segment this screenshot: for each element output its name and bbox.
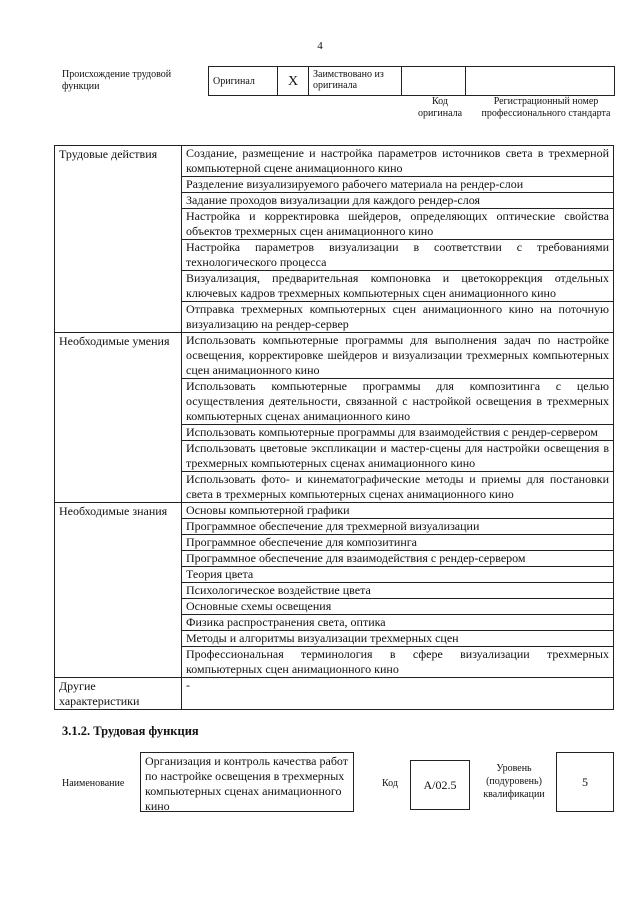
code-label: Код	[382, 778, 398, 789]
name-label: Наименование	[62, 778, 125, 789]
section-item: Профессиональная терминология в сфере визуализации трехмерных компьютерных сцен анимационного кино	[182, 647, 614, 678]
original-mark: X	[278, 67, 309, 96]
registration-number-cell	[466, 67, 615, 96]
registration-number-caption: Регистрационный номер профессионального стандарта	[481, 96, 611, 119]
section-item: Разделение визуализируемого рабочего материала на рендер-слои	[182, 177, 614, 193]
function-name-value: Организация и контроль качества работ по настройке освещения в трехмерных компьютерных сценах анимационного кино	[140, 752, 354, 812]
section-item: Основы компьютерной графики	[182, 503, 614, 519]
page-number: 4	[317, 40, 323, 52]
section-item: Отправка трехмерных компьютерных сцен анимационного кино на поточную визуализацию на рендер-сервер	[182, 302, 614, 333]
section-item: Теория цвета	[182, 567, 614, 583]
section-item: Физика распространения света, оптика	[182, 615, 614, 631]
section-item: Использовать компьютерные программы для взаимодействия с рендер-сервером	[182, 425, 614, 441]
labor-function-table	[54, 145, 614, 710]
original-code-cell	[402, 67, 466, 96]
section-item: Программное обеспечение для трехмерной визуализации	[182, 519, 614, 535]
section-item: Использовать фото- и кинематографические методы и приемы для постановки света в трехмерных компьютерных сценах анимационного кино	[182, 472, 614, 503]
qualification-level-value: 5	[556, 752, 614, 812]
table-row	[55, 678, 614, 710]
section-item: Основные схемы освещения	[182, 599, 614, 615]
section-item: Настройка и корректировка шейдеров, определяющих оптические свойства объектов трехмерных сцен анимационного кино	[182, 209, 614, 240]
table-row	[55, 333, 614, 379]
section-item: Настройка параметров визуализации в соответствии с требованиями технологического процесса	[182, 240, 614, 271]
qualification-level-label: Уровень (подуровень) квалификации	[483, 763, 545, 800]
section-item: Создание, размещение и настройка параметров источников света в трехмерной компьютерной сцене анимационного кино	[182, 146, 614, 177]
table-row	[55, 146, 614, 177]
original-cell: Оригинал	[209, 67, 278, 96]
section-item: Программное обеспечение для композитинга	[182, 535, 614, 551]
section-label: Другие характеристики	[55, 678, 182, 710]
section-label: Трудовые действия	[55, 146, 182, 333]
section-title: 3.1.2. Трудовая функция	[62, 724, 199, 738]
section-item: Использовать компьютерные программы для выполнения задач по настройке освещения, корректировке шейдеров и визуализации трехмерных компьютерных сцен анимационного кино	[182, 333, 614, 379]
section-item: -	[182, 678, 614, 710]
origin-label: Происхождение трудовой функции	[62, 69, 172, 92]
section-label: Необходимые умения	[55, 333, 182, 503]
section-item: Использовать компьютерные программы для композитинга с целью осуществления деятельности, связанной с настройкой освещения в трехмерных компьютерных сценах анимационного кино	[182, 379, 614, 425]
section-item: Программное обеспечение для взаимодействия с рендер-сервером	[182, 551, 614, 567]
section-item: Психологическое воздействие цвета	[182, 583, 614, 599]
table-row	[55, 503, 614, 519]
borrowed-cell: Заимствовано из оригинала	[309, 67, 402, 96]
section-item: Методы и алгоритмы визуализации трехмерных сцен	[182, 631, 614, 647]
section-item: Использовать цветовые экспликации и мастер-сцены для настройки освещения в трехмерных компьютерных сценах анимационного кино	[182, 441, 614, 472]
section-label: Необходимые знания	[55, 503, 182, 678]
origin-table	[208, 66, 615, 96]
section-item: Задание проходов визуализации для каждого рендер-слоя	[182, 193, 614, 209]
section-item: Визуализация, предварительная компоновка и цветокоррекция отдельных ключевых кадров трехмерных компьютерных сцен анимационного кино	[182, 271, 614, 302]
original-code-caption: Код оригинала	[417, 96, 463, 119]
function-code-value: A/02.5	[410, 760, 470, 810]
